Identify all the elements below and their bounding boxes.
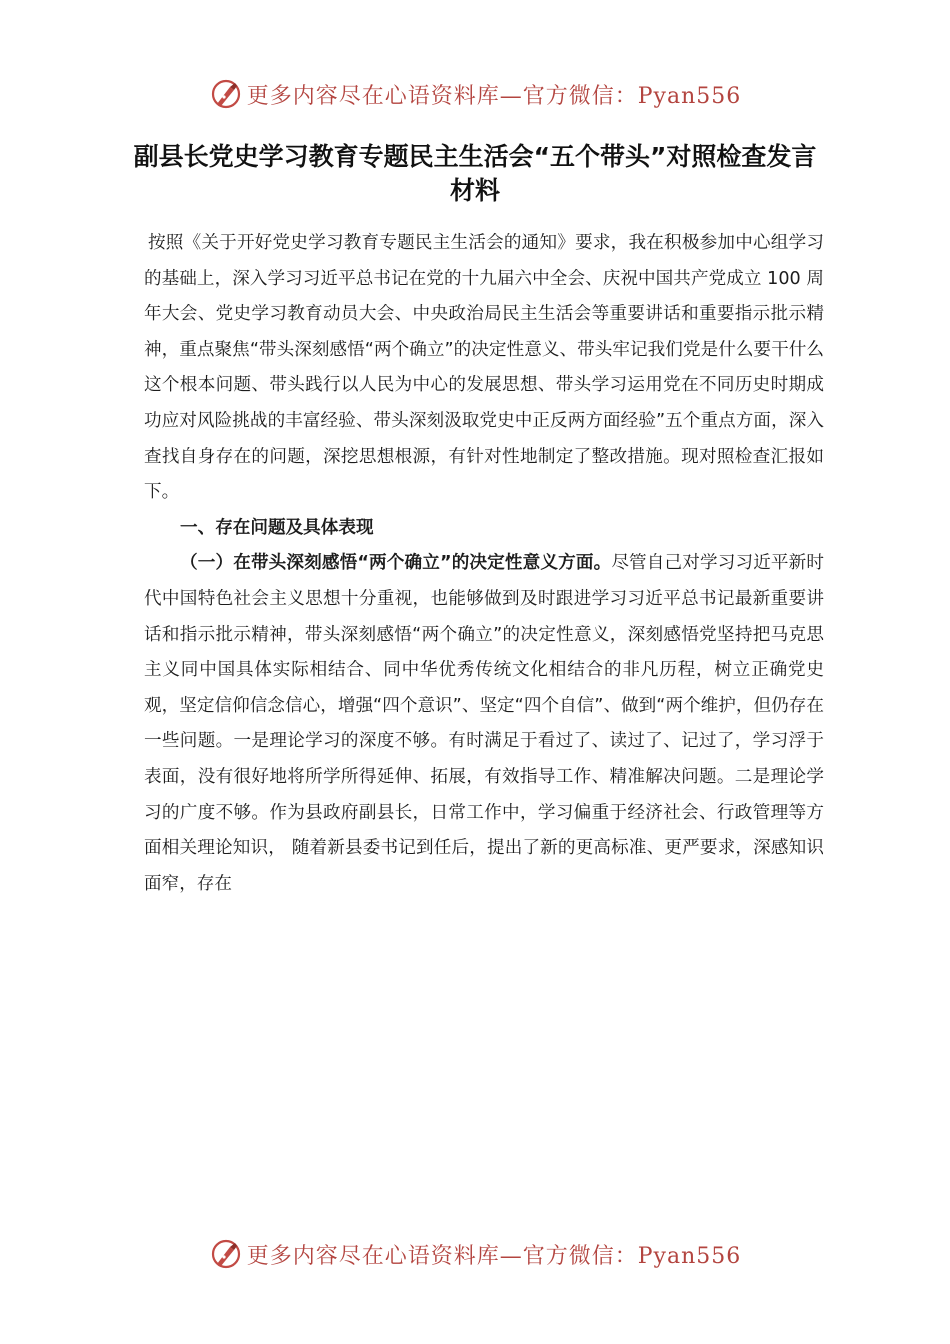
pen-nib-logo-icon (209, 1237, 243, 1271)
section-heading: 一、存在问题及具体表现 (180, 517, 374, 538)
intro-paragraph: 按照《关于开好党史学习教育专题民主生活会的通知》要求，我在积极参加中心组学习的基础上，深入学习习近平总书记在党的十九届六中全会、庆祝中国共产党成立 100 周年大会、党史学习教育动员大会、中央政治局民主生活会等重要讲话和重要指示批示精神，重点聚焦“带头深刻感悟“两个确立”的决定性意义、带头牢记我们党是什么要干什么这个根本问题、带头践行以人民为中心的发展思想、带头学习运用党在不同历史时期成功应对风险挑战的丰富经验、带头深刻汲取党史中正反两方面经验”五个重点方面，深入查找自身存在的问题，深挖思想根源，有针对性地制定了整改措施。现对照检查汇报如下。 (144, 233, 824, 503)
subsection-body: 尽管自己对学习习近平新时代中国特色社会主义思想十分重视，也能够做到及时跟进学习习近平总书记最新重要讲话和指示批示精神，带头深刻感悟“两个确立”的决定性意义，深刻感悟党坚持把马克思主义同中国具体实际相结合、同中华优秀传统文化相结合的非凡历程，树立正确党史观，坚定信仰信念信心，增强“四个意识”、坚定“四个自信”、做到“两个维护，但仍存在一些问题。一是理论学习的深度不够。有时满足于看过了、读过了、记过了，学习浮于表面，没有很好地将所学所得延伸、拓展，有效指导工作、精准解决问题。二是理论学习的广度不够。作为县政府副县长，日常工作中，学习偏重于经济社会、行政管理等方面相关理论知识， 随着新县委书记到任后，提出了新的更高标准、更严要求，深感知识面窄，存在 (144, 553, 824, 894)
footer-banner-text: 更多内容尽在心语资料库—官方微信：Pyan556 (246, 1243, 742, 1269)
document-title: 副县长党史学习教育专题民主生活会“五个带头”对照检查发言材料 (133, 142, 817, 205)
header-banner (0, 72, 950, 116)
pen-nib-logo-icon (209, 77, 243, 111)
footer-banner (0, 1232, 950, 1276)
document-body (144, 226, 824, 902)
subsection-lead: （一）在带头深刻感悟“两个确立”的决定性意义方面。 (180, 553, 612, 574)
subsection-paragraph (144, 546, 824, 902)
header-banner-text: 更多内容尽在心语资料库—官方微信：Pyan556 (246, 83, 742, 109)
